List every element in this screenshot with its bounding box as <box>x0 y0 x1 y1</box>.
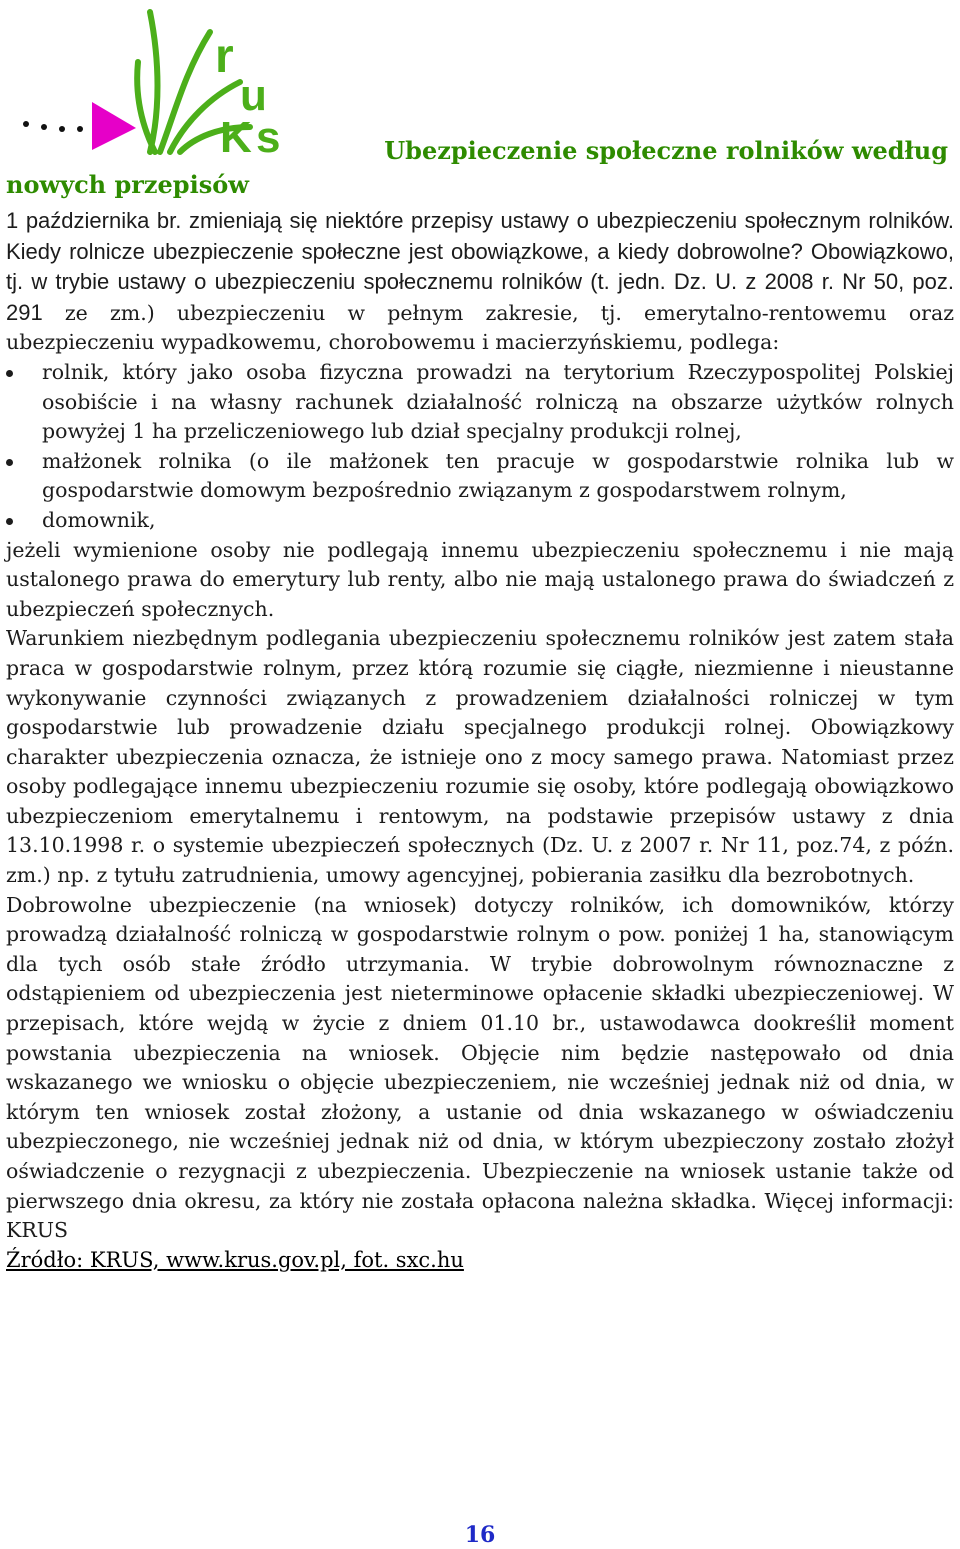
svg-text:s: s <box>256 113 281 162</box>
bullet-icon <box>6 459 13 466</box>
list-item <box>6 358 954 447</box>
source-link[interactable]: Źródło: KRUS, www.krus.gov.pl, fot. sxc.hu <box>6 1247 464 1272</box>
paragraph-mandatory: Warunkiem niezbędnym podlegania ubezpieczeniu społecznemu rolników jest zatem stała praca w gospodarstwie rolnym, przez którą rozumie się ciągłe, niezmienne i nieustanne wykonywanie czynności związanych z prowadzeniem działalności rolniczej w tym gospodarstwie lub prowadzenie działu specjalnego produkcji rolnej. Obowiązkowy charakter ubezpieczenia oznacza, że istnieje ono z mocy samego prawa. Natomiast przez osoby podlegające innemu ubezpieczeniu rozumie się osoby, które podlegają obowiązkowo ubezpieczeniom emerytalnemu i rentowym, na podstawie przepisów ustawy z dnia 13.10.1998 r. o systemie ubezpieczeń społecznych (Dz. U. z 2007 r. Nr 11, poz.74, z późn. zm.) np. z tytułu zatrudnienia, umowy agencyjnej, pobierania zasiłku dla bezrobotnych. <box>6 626 954 888</box>
article-title-line-2: nowych przepisów <box>6 170 249 199</box>
list-item-text: małżonek rolnika (o ile małżonek ten pracuje w gospodarstwie rolnika lub w gospodarstwie domowym bezpośrednio związanym z gospodarstwem rolnym, <box>42 448 954 503</box>
list-item-text: rolnik, który jako osoba fizyczna prowadzi na terytorium Rzeczypospolitej Polskiej osobiście i na własny rachunek działalność rolniczą na obszarze użytków rolnych powyżej 1 ha przeliczeniowego lub dział specjalny produkcji rolnej, <box>42 359 954 444</box>
insured-persons-list <box>6 358 954 536</box>
svg-text:r: r <box>215 30 234 83</box>
krus-logo <box>10 2 300 162</box>
svg-text:K: K <box>220 113 252 162</box>
article-title-line-1: Ubezpieczenie społeczne rolników według <box>384 136 948 165</box>
intro-serif-text: ze zm.) ubezpieczeniu w pełnym zakresie, tj. emerytalno-rentowemu oraz ubezpieczeniu wypadkowemu, chorobowemu i macierzyńskiemu, podlega: <box>6 300 954 355</box>
svg-text:u: u <box>240 71 267 120</box>
list-item <box>6 447 954 506</box>
list-item <box>6 506 954 536</box>
page-number: 16 <box>464 1522 496 1548</box>
paragraph-voluntary: Dobrowolne ubezpieczenie (na wniosek) dotyczy rolników, ich domowników, którzy prowadzą działalność rolniczą w gospodarstwie rolnym o pow. poniżej 1 ha, stanowiącym dla tych osób stałe źródło utrzymania. W trybie dobrowolnym równoznaczne z odstąpieniem od ubezpieczenia jest nieterminowe opłacenie składki ubezpieczeniowej. W przepisach, które wejdą w życie z dniem 01.10 br., ustawodawca dookreślił moment powstania ubezpieczenia na wniosek. Objęcie nim będzie następowało od dnia wskazanego we wniosku o objęcie ubezpieczeniem, nie wcześniej jednak niż od dnia, w którym ten wniosek został złożony, a ustanie od dnia wskazanego w oświadczeniu ubezpieczonego, nie wcześniej jednak niż od dnia, w którym ubezpieczony zostało złożył oświadczenie o rezygnacji z ubezpieczenia. Ubezpieczenie na wniosek ustanie także od pierwszego dnia okresu, za który nie została opłacona należna składka. Więcej informacji: KRUS <box>6 892 954 1243</box>
bullet-icon <box>6 370 13 377</box>
bullet-icon <box>6 518 13 525</box>
intro-sans-text: 1 października br. zmieniają się niektóre przepisy ustawy o ubezpieczeniu społecznym rolników. Kiedy rolnicze ubezpieczenie społeczne jest obowiązkowe, a kiedy dobrowolne? Obowiązkowo, tj. w trybie ustawy o ubezpieczeniu społecznemu rolników (t. jedn. Dz. U. z 2008 r. Nr 50, poz. 291 <box>6 208 954 325</box>
article-body <box>6 206 954 1275</box>
paragraph-conditions: jeżeli wymienione osoby nie podlegają innemu ubezpieczeniu społecznemu i nie mają ustalonego prawa do emerytury lub renty, albo nie mają ustalonego prawa do świadczeń z ubezpieczeń społecznych. <box>6 537 954 621</box>
list-item-text: domownik, <box>42 507 156 532</box>
paragraph-intro <box>6 206 954 358</box>
